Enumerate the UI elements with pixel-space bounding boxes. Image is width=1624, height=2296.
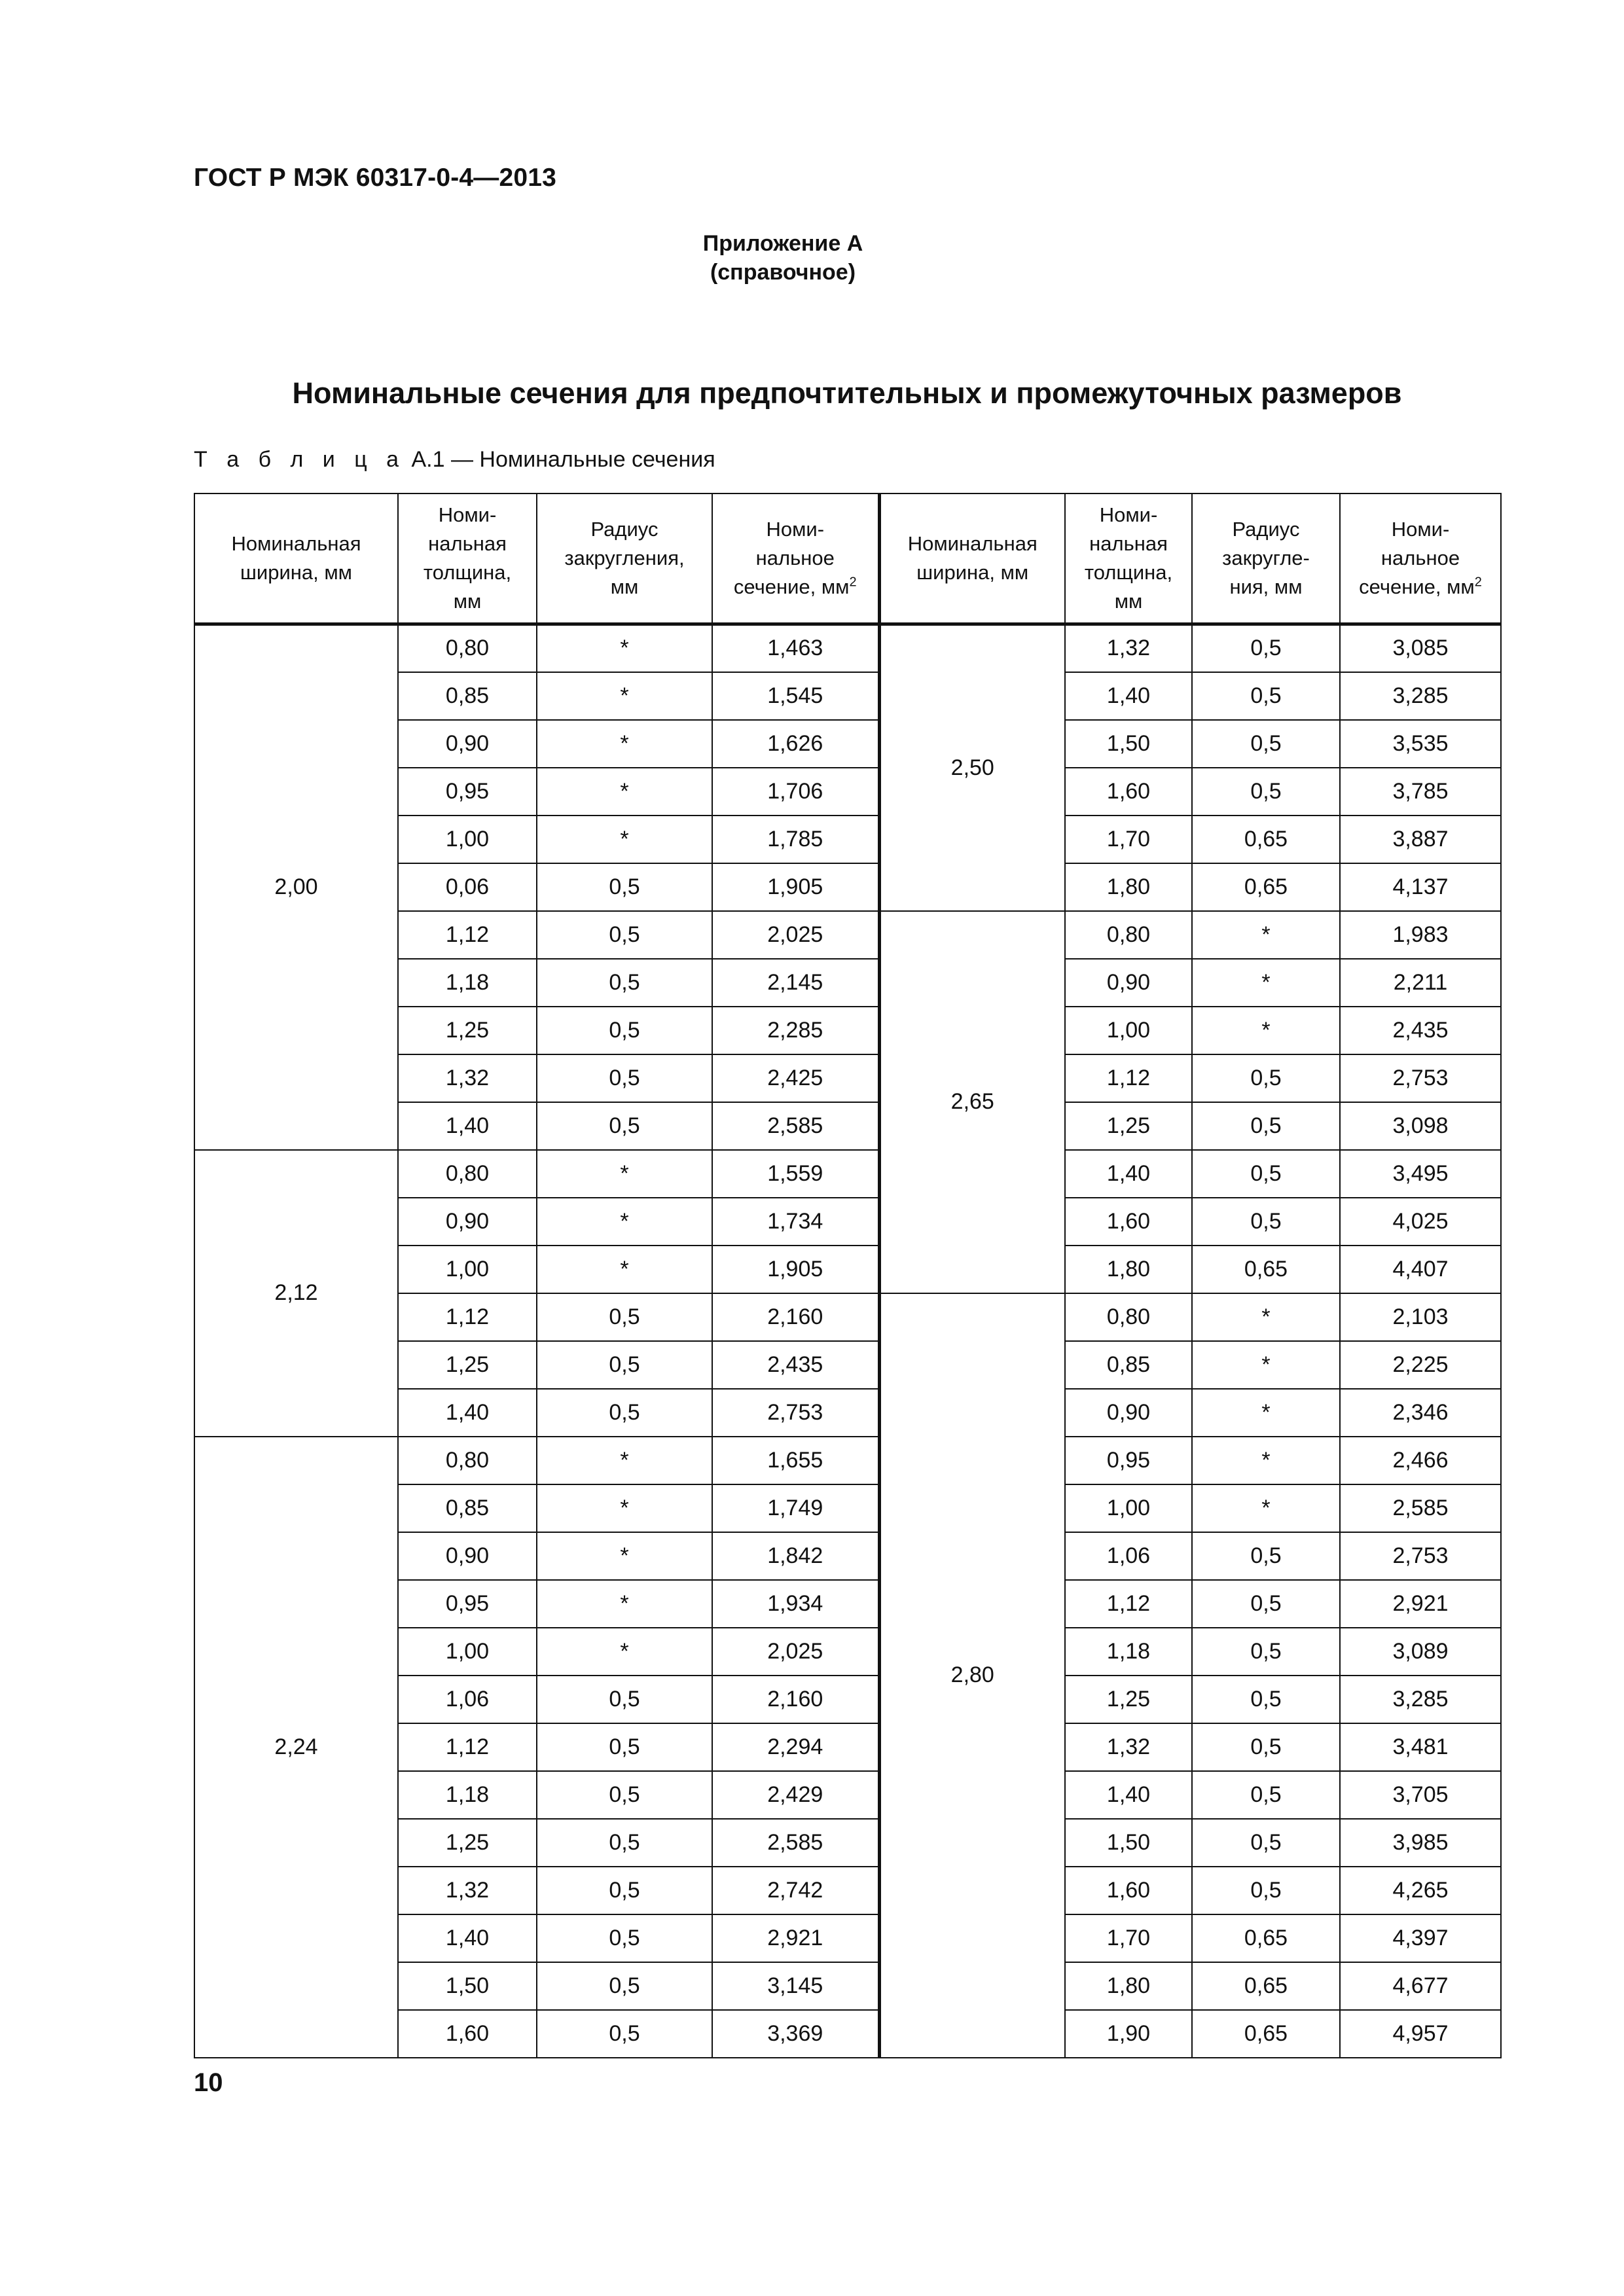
radius-cell: *: [1192, 911, 1340, 959]
section-cell: 1,749: [712, 1484, 879, 1532]
section-cell: 1,626: [712, 720, 879, 768]
appendix-type: (справочное): [710, 260, 856, 285]
section-cell: 2,753: [712, 1389, 879, 1437]
thickness-cell: 0,80: [398, 1150, 537, 1198]
radius-cell: 0,5: [537, 959, 712, 1007]
header-line: Номи-: [1099, 503, 1158, 526]
radius-cell: 0,5: [537, 1962, 712, 2010]
thickness-cell: 1,06: [1065, 1532, 1192, 1580]
thickness-cell: 1,40: [398, 1102, 537, 1150]
thickness-cell: 1,80: [1065, 863, 1192, 911]
radius-cell: 0,65: [1192, 1962, 1340, 2010]
radius-cell: 0,5: [1192, 1054, 1340, 1102]
table-row: [194, 624, 1501, 672]
header-line: сечение, мм: [733, 575, 850, 598]
thickness-cell: 1,80: [1065, 1246, 1192, 1293]
radius-cell: *: [537, 816, 712, 863]
header-left-width: [194, 493, 398, 624]
radius-cell: 0,5: [537, 1771, 712, 1819]
thickness-cell: 1,32: [1065, 1723, 1192, 1771]
radius-cell: *: [537, 1484, 712, 1532]
header-right-section: [1340, 493, 1501, 624]
appendix-heading: [698, 229, 868, 287]
section-cell: 3,495: [1340, 1150, 1501, 1198]
header-line: ния, мм: [1229, 575, 1303, 598]
radius-cell: 0,5: [537, 1389, 712, 1437]
radius-cell: 0,5: [537, 1293, 712, 1341]
section-cell: 3,369: [712, 2010, 879, 2058]
width-cell: 2,12: [194, 1150, 398, 1437]
nominal-sections-table: [194, 493, 1502, 2058]
section-cell: 1,706: [712, 768, 879, 816]
thickness-cell: 1,12: [398, 1723, 537, 1771]
width-cell: 2,80: [879, 1293, 1065, 2058]
radius-cell: *: [537, 1580, 712, 1628]
radius-cell: 0,65: [1192, 863, 1340, 911]
section-cell: 2,103: [1340, 1293, 1501, 1341]
radius-cell: 0,5: [537, 1867, 712, 1914]
radius-cell: 0,5: [537, 863, 712, 911]
radius-cell: 0,5: [537, 911, 712, 959]
section-title: Номинальные сечения для предпочтительных и промежуточных размеров: [292, 376, 1402, 410]
thickness-cell: 0,80: [1065, 1293, 1192, 1341]
section-cell: 2,145: [712, 959, 879, 1007]
section-cell: 3,705: [1340, 1771, 1501, 1819]
section-cell: 2,742: [712, 1867, 879, 1914]
thickness-cell: 1,32: [398, 1867, 537, 1914]
section-cell: 2,160: [712, 1676, 879, 1723]
section-cell: 3,089: [1340, 1628, 1501, 1676]
header-line: мм: [453, 590, 482, 613]
thickness-cell: 1,00: [398, 1246, 537, 1293]
radius-cell: 0,5: [1192, 1532, 1340, 1580]
thickness-cell: 1,00: [1065, 1007, 1192, 1054]
thickness-cell: 1,40: [1065, 672, 1192, 720]
table-caption: [194, 447, 715, 473]
section-cell: 2,160: [712, 1293, 879, 1341]
document-id: ГОСТ Р МЭК 60317-0-4—2013: [194, 164, 557, 192]
thickness-cell: 1,60: [1065, 1198, 1192, 1246]
table-caption-label: Т а б л и ц а: [194, 447, 406, 472]
section-cell: 3,145: [712, 1962, 879, 2010]
radius-cell: 0,5: [1192, 1102, 1340, 1150]
thickness-cell: 0,85: [1065, 1341, 1192, 1389]
radius-cell: *: [1192, 1389, 1340, 1437]
radius-cell: 0,5: [1192, 672, 1340, 720]
table-row: [194, 1437, 1501, 1484]
section-cell: 1,905: [712, 863, 879, 911]
radius-cell: *: [537, 1246, 712, 1293]
thickness-cell: 1,18: [1065, 1628, 1192, 1676]
thickness-cell: 1,06: [398, 1676, 537, 1723]
radius-cell: 0,5: [537, 1007, 712, 1054]
header-line: толщина,: [1084, 561, 1173, 584]
radius-cell: 0,65: [1192, 816, 1340, 863]
section-cell: 2,294: [712, 1723, 879, 1771]
radius-cell: 0,5: [1192, 1628, 1340, 1676]
thickness-cell: 0,80: [398, 624, 537, 672]
section-cell: 3,785: [1340, 768, 1501, 816]
header-line: нальная: [1089, 532, 1168, 555]
header-line: Радиус: [590, 518, 659, 541]
radius-cell: 0,65: [1192, 1914, 1340, 1962]
thickness-cell: 0,90: [398, 1532, 537, 1580]
thickness-cell: 1,40: [1065, 1150, 1192, 1198]
radius-cell: 0,5: [1192, 1771, 1340, 1819]
section-cell: 2,435: [712, 1341, 879, 1389]
section-cell: 2,466: [1340, 1437, 1501, 1484]
header-line: сечение, мм: [1359, 575, 1475, 598]
thickness-cell: 1,25: [1065, 1102, 1192, 1150]
section-cell: 3,285: [1340, 672, 1501, 720]
section-cell: 1,905: [712, 1246, 879, 1293]
header-line: Номи-: [766, 518, 825, 541]
thickness-cell: 0,85: [398, 1484, 537, 1532]
thickness-cell: 0,90: [398, 1198, 537, 1246]
thickness-cell: 0,90: [1065, 959, 1192, 1007]
header-line: нальное: [1380, 547, 1460, 569]
radius-cell: *: [1192, 1293, 1340, 1341]
header-line: закругле-: [1222, 547, 1310, 569]
header-line: Номинальная: [231, 532, 361, 555]
section-cell: 1,785: [712, 816, 879, 863]
thickness-cell: 0,80: [398, 1437, 537, 1484]
header-superscript: 2: [849, 575, 857, 590]
section-cell: 4,265: [1340, 1867, 1501, 1914]
section-cell: 1,734: [712, 1198, 879, 1246]
thickness-cell: 1,70: [1065, 1914, 1192, 1962]
radius-cell: 0,5: [1192, 1676, 1340, 1723]
radius-cell: 0,5: [1192, 720, 1340, 768]
table-row: [194, 1150, 1501, 1198]
radius-cell: 0,5: [537, 1914, 712, 1962]
thickness-cell: 0,95: [398, 1580, 537, 1628]
section-cell: 2,435: [1340, 1007, 1501, 1054]
radius-cell: 0,5: [537, 1054, 712, 1102]
thickness-cell: 1,40: [1065, 1771, 1192, 1819]
thickness-cell: 1,25: [398, 1007, 537, 1054]
header-line: Номинальная: [907, 532, 1038, 555]
thickness-cell: 1,32: [1065, 624, 1192, 672]
header-line: толщина,: [423, 561, 512, 584]
header-superscript: 2: [1474, 575, 1482, 590]
section-cell: 2,346: [1340, 1389, 1501, 1437]
width-cell: 2,65: [879, 911, 1065, 1293]
thickness-cell: 0,06: [398, 863, 537, 911]
radius-cell: *: [1192, 1007, 1340, 1054]
section-cell: 1,545: [712, 672, 879, 720]
radius-cell: *: [537, 1150, 712, 1198]
radius-cell: 0,5: [1192, 1867, 1340, 1914]
thickness-cell: 1,00: [398, 1628, 537, 1676]
section-cell: 1,463: [712, 624, 879, 672]
radius-cell: 0,5: [1192, 1723, 1340, 1771]
thickness-cell: 0,95: [1065, 1437, 1192, 1484]
radius-cell: 0,65: [1192, 1246, 1340, 1293]
section-cell: 1,983: [1340, 911, 1501, 959]
appendix-label: Приложение А: [702, 231, 863, 256]
radius-cell: *: [537, 1198, 712, 1246]
header-right-width: [879, 493, 1065, 624]
header-right-radius: [1192, 493, 1340, 624]
radius-cell: 0,5: [537, 1723, 712, 1771]
thickness-cell: 1,60: [1065, 768, 1192, 816]
radius-cell: 0,5: [537, 1341, 712, 1389]
header-line: Радиус: [1232, 518, 1300, 541]
thickness-cell: 1,60: [398, 2010, 537, 2058]
section-cell: 2,585: [1340, 1484, 1501, 1532]
thickness-cell: 1,12: [1065, 1054, 1192, 1102]
header-line: мм: [610, 575, 639, 598]
section-cell: 4,407: [1340, 1246, 1501, 1293]
header-line: ширина, мм: [240, 561, 352, 584]
section-cell: 1,842: [712, 1532, 879, 1580]
section-cell: 2,425: [712, 1054, 879, 1102]
thickness-cell: 1,70: [1065, 816, 1192, 863]
section-cell: 2,285: [712, 1007, 879, 1054]
table-caption-text: А.1 — Номинальные сечения: [405, 447, 715, 472]
thickness-cell: 1,90: [1065, 2010, 1192, 2058]
radius-cell: *: [537, 672, 712, 720]
section-cell: 3,985: [1340, 1819, 1501, 1867]
radius-cell: *: [537, 1437, 712, 1484]
section-cell: 3,285: [1340, 1676, 1501, 1723]
radius-cell: *: [1192, 1484, 1340, 1532]
header-right-thickness: [1065, 493, 1192, 624]
thickness-cell: 1,12: [398, 1293, 537, 1341]
header-line: закругления,: [564, 547, 685, 569]
radius-cell: 0,5: [537, 1676, 712, 1723]
radius-cell: 0,5: [1192, 1819, 1340, 1867]
header-line: мм: [1114, 590, 1143, 613]
section-cell: 1,934: [712, 1580, 879, 1628]
width-cell: 2,24: [194, 1437, 398, 2058]
thickness-cell: 1,18: [398, 959, 537, 1007]
radius-cell: *: [537, 624, 712, 672]
thickness-cell: 1,25: [398, 1341, 537, 1389]
table-header-row: [194, 493, 1501, 624]
radius-cell: *: [537, 1532, 712, 1580]
section-cell: 4,677: [1340, 1962, 1501, 2010]
header-left-radius: [537, 493, 712, 624]
section-cell: 3,098: [1340, 1102, 1501, 1150]
thickness-cell: 1,00: [398, 816, 537, 863]
section-cell: 3,085: [1340, 624, 1501, 672]
radius-cell: 0,5: [1192, 768, 1340, 816]
section-cell: 2,211: [1340, 959, 1501, 1007]
thickness-cell: 1,25: [398, 1819, 537, 1867]
thickness-cell: 1,50: [1065, 1819, 1192, 1867]
section-cell: 2,429: [712, 1771, 879, 1819]
header-left-section: [712, 493, 879, 624]
header-line: нальное: [755, 547, 835, 569]
thickness-cell: 0,85: [398, 672, 537, 720]
section-cell: 2,025: [712, 911, 879, 959]
thickness-cell: 1,25: [1065, 1676, 1192, 1723]
section-cell: 2,585: [712, 1102, 879, 1150]
width-cell: 2,00: [194, 624, 398, 1150]
thickness-cell: 0,90: [398, 720, 537, 768]
radius-cell: *: [1192, 1341, 1340, 1389]
header-line: ширина, мм: [916, 561, 1029, 584]
thickness-cell: 0,90: [1065, 1389, 1192, 1437]
thickness-cell: 0,95: [398, 768, 537, 816]
section-cell: 4,025: [1340, 1198, 1501, 1246]
radius-cell: *: [537, 720, 712, 768]
thickness-cell: 1,40: [398, 1914, 537, 1962]
thickness-cell: 1,12: [1065, 1580, 1192, 1628]
radius-cell: 0,65: [1192, 2010, 1340, 2058]
page-number: 10: [194, 2068, 223, 2097]
thickness-cell: 1,80: [1065, 1962, 1192, 2010]
section-cell: 2,025: [712, 1628, 879, 1676]
section-cell: 1,559: [712, 1150, 879, 1198]
header-line: нальная: [428, 532, 507, 555]
radius-cell: 0,5: [1192, 624, 1340, 672]
section-cell: 2,585: [712, 1819, 879, 1867]
section-cell: 2,921: [712, 1914, 879, 1962]
radius-cell: 0,5: [537, 2010, 712, 2058]
width-cell: 2,50: [879, 624, 1065, 911]
radius-cell: 0,5: [1192, 1198, 1340, 1246]
thickness-cell: 1,32: [398, 1054, 537, 1102]
table-body: [194, 624, 1501, 2058]
thickness-cell: 1,50: [1065, 720, 1192, 768]
thickness-cell: 1,50: [398, 1962, 537, 2010]
header-left-thickness: [398, 493, 537, 624]
thickness-cell: 1,40: [398, 1389, 537, 1437]
radius-cell: 0,5: [1192, 1580, 1340, 1628]
radius-cell: 0,5: [1192, 1150, 1340, 1198]
header-line: Номи-: [1391, 518, 1450, 541]
section-cell: 4,397: [1340, 1914, 1501, 1962]
radius-cell: *: [537, 1628, 712, 1676]
radius-cell: *: [537, 768, 712, 816]
section-cell: 2,921: [1340, 1580, 1501, 1628]
section-cell: 2,753: [1340, 1532, 1501, 1580]
radius-cell: 0,5: [537, 1819, 712, 1867]
thickness-cell: 0,80: [1065, 911, 1192, 959]
section-cell: 3,887: [1340, 816, 1501, 863]
radius-cell: 0,5: [537, 1102, 712, 1150]
section-cell: 3,535: [1340, 720, 1501, 768]
thickness-cell: 1,60: [1065, 1867, 1192, 1914]
thickness-cell: 1,18: [398, 1771, 537, 1819]
section-cell: 2,753: [1340, 1054, 1501, 1102]
section-cell: 1,655: [712, 1437, 879, 1484]
section-cell: 4,957: [1340, 2010, 1501, 2058]
thickness-cell: 1,00: [1065, 1484, 1192, 1532]
section-cell: 2,225: [1340, 1341, 1501, 1389]
section-cell: 4,137: [1340, 863, 1501, 911]
header-line: Номи-: [438, 503, 497, 526]
section-cell: 3,481: [1340, 1723, 1501, 1771]
radius-cell: *: [1192, 959, 1340, 1007]
thickness-cell: 1,12: [398, 911, 537, 959]
radius-cell: *: [1192, 1437, 1340, 1484]
